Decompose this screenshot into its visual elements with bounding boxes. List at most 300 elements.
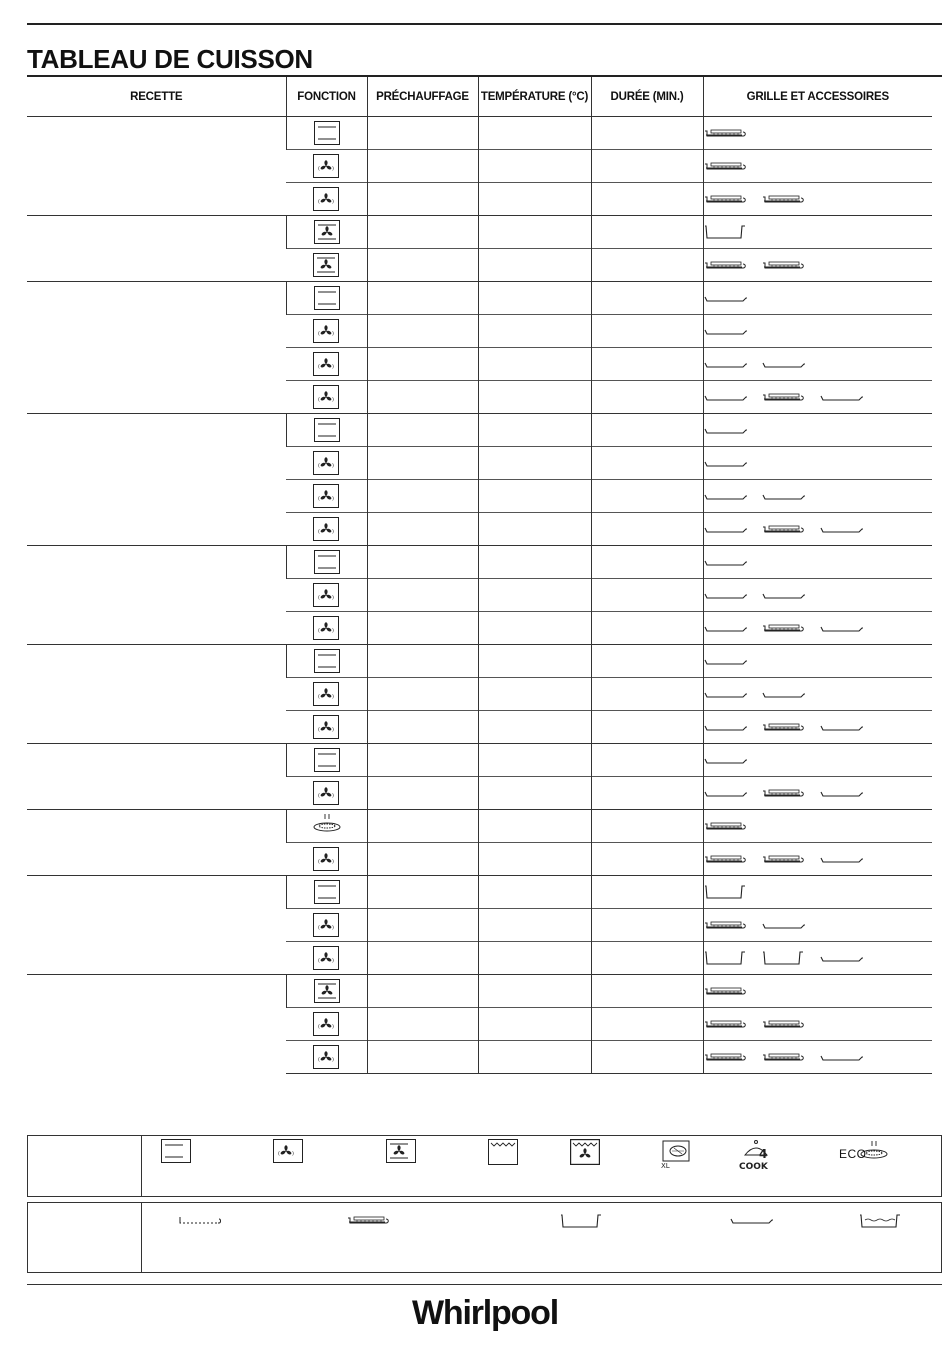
preheat-cell — [367, 282, 478, 315]
forced-air-icon — [273, 1139, 303, 1163]
table-row — [27, 810, 932, 843]
duration-cell — [591, 645, 703, 678]
header-preheat: PRÉCHAUFFAGE — [367, 77, 478, 117]
svg-text:): ) — [332, 1024, 335, 1030]
baking-tray-icon — [820, 391, 864, 403]
preheat-cell — [367, 546, 478, 579]
svg-text:): ) — [332, 364, 335, 370]
temperature-cell — [478, 447, 591, 480]
accessories-cell — [703, 1008, 932, 1041]
svg-text:(: ( — [278, 1151, 280, 1157]
baking-tray-icon — [820, 787, 864, 799]
accessories-cell — [703, 876, 932, 909]
preheat-cell — [367, 183, 478, 216]
svg-text:): ) — [332, 1057, 335, 1063]
recipe-cell — [27, 546, 286, 645]
svg-text:(: ( — [318, 595, 321, 601]
recipe-cell — [27, 645, 286, 744]
preheat-cell — [367, 348, 478, 381]
function-cell — [286, 711, 367, 744]
duration-cell — [591, 810, 703, 843]
duration-cell — [591, 546, 703, 579]
duration-cell — [591, 942, 703, 975]
function-cell — [286, 216, 367, 249]
svg-text:(: ( — [318, 331, 321, 337]
temperature-cell — [478, 777, 591, 810]
svg-text:COOK: COOK — [739, 1162, 768, 1171]
table-row — [27, 282, 932, 315]
svg-text:): ) — [332, 199, 335, 205]
baking-tray-icon — [704, 622, 748, 634]
table-body — [27, 117, 932, 1074]
accessories-cell — [703, 117, 932, 150]
static-heat-icon — [314, 649, 340, 673]
function-cell — [286, 150, 367, 183]
baking-tray-icon — [820, 952, 864, 964]
baking-tray-icon — [820, 1051, 864, 1063]
temperature-cell — [478, 843, 591, 876]
duration-cell — [591, 315, 703, 348]
svg-text:(: ( — [318, 529, 321, 535]
temperature-cell — [478, 612, 591, 645]
accessories-cell — [703, 942, 932, 975]
accessories-cell — [703, 546, 932, 579]
duration-cell — [591, 249, 703, 282]
accessories-cell — [703, 249, 932, 282]
preheat-cell — [367, 1041, 478, 1074]
function-cell — [286, 612, 367, 645]
temperature-cell — [478, 480, 591, 513]
drip-tray-icon — [762, 950, 806, 966]
header-rack: GRILLE ET ACCESSOIRES — [703, 77, 932, 117]
function-cell — [286, 975, 367, 1008]
baking-pan-icon — [762, 259, 806, 271]
preheat-cell — [367, 777, 478, 810]
temperature-cell — [478, 909, 591, 942]
wire-shelf-icon — [178, 1213, 222, 1231]
temperature-cell — [478, 216, 591, 249]
accessories-cell — [703, 150, 932, 183]
baking-tray-icon — [704, 358, 748, 370]
svg-text:(: ( — [318, 859, 321, 865]
table-row — [27, 876, 932, 909]
preheat-cell — [367, 513, 478, 546]
recipe-cell — [27, 414, 286, 546]
function-cell — [286, 942, 367, 975]
cook4-icon — [739, 1139, 773, 1176]
svg-text:): ) — [332, 925, 335, 931]
svg-text:(: ( — [318, 628, 321, 634]
static-heat-icon — [314, 418, 340, 442]
duration-cell — [591, 381, 703, 414]
turbo-grill-icon — [570, 1139, 600, 1170]
preheat-cell — [367, 414, 478, 447]
page-title: TABLEAU DE CUISSON — [27, 44, 313, 74]
table-row — [27, 414, 932, 447]
accessories-cell — [703, 711, 932, 744]
svg-text:XL: XL — [661, 1162, 670, 1169]
svg-text:): ) — [332, 331, 335, 337]
baking-tray-icon — [704, 424, 748, 436]
baking-pan-icon — [762, 721, 806, 733]
duration-cell — [591, 612, 703, 645]
svg-text:): ) — [332, 166, 335, 172]
table-row — [27, 216, 932, 249]
accessories-cell — [703, 612, 932, 645]
whirlpool-logo: Whirlpool — [412, 1294, 558, 1332]
preheat-cell — [367, 150, 478, 183]
forced-air-icon — [313, 946, 339, 970]
drip-tray-icon — [560, 1213, 604, 1234]
preheat-cell — [367, 249, 478, 282]
accessories-cell — [703, 480, 932, 513]
temperature-cell — [478, 150, 591, 183]
duration-cell — [591, 1041, 703, 1074]
forced-air-icon — [313, 517, 339, 541]
table-row — [27, 744, 932, 777]
baking-pan-icon — [704, 193, 748, 205]
preheat-cell — [367, 1008, 478, 1041]
duration-cell — [591, 282, 703, 315]
temperature-cell — [478, 381, 591, 414]
baking-pan-icon — [704, 985, 748, 997]
forced-air-icon — [313, 583, 339, 607]
duration-cell — [591, 348, 703, 381]
preheat-cell — [367, 876, 478, 909]
function-cell — [286, 645, 367, 678]
baking-tray-icon — [704, 325, 748, 337]
baking-pan-icon — [762, 193, 806, 205]
convection-bake-icon — [314, 979, 340, 1003]
grill-icon — [488, 1139, 518, 1170]
svg-text:(: ( — [318, 727, 321, 733]
preheat-cell — [367, 117, 478, 150]
duration-cell — [591, 447, 703, 480]
temperature-cell — [478, 414, 591, 447]
function-cell — [286, 117, 367, 150]
function-cell — [286, 249, 367, 282]
preheat-cell — [367, 315, 478, 348]
header-duration: DURÉE (MIN.) — [591, 77, 703, 117]
function-cell — [286, 678, 367, 711]
convection-bake-icon — [313, 253, 339, 277]
temperature-cell — [478, 975, 591, 1008]
accessories-cell — [703, 1041, 932, 1074]
temperature-cell — [478, 810, 591, 843]
drip-tray-icon — [704, 224, 748, 240]
duration-cell — [591, 876, 703, 909]
function-cell — [286, 744, 367, 777]
preheat-cell — [367, 909, 478, 942]
accessories-cell — [703, 975, 932, 1008]
preheat-cell — [367, 480, 478, 513]
duration-cell — [591, 975, 703, 1008]
duration-cell — [591, 183, 703, 216]
svg-text:(: ( — [318, 364, 321, 370]
recipe-cell — [27, 810, 286, 876]
preheat-cell — [367, 975, 478, 1008]
function-cell — [286, 183, 367, 216]
forced-air-icon — [313, 781, 339, 805]
svg-text:): ) — [332, 529, 335, 535]
duration-cell — [591, 414, 703, 447]
eco-label: ECO — [839, 1147, 867, 1161]
accessories-cell — [703, 183, 932, 216]
baking-tray-icon — [704, 457, 748, 469]
baking-pan-icon — [704, 820, 748, 832]
baking-tray-icon — [704, 391, 748, 403]
drip-tray-icon — [704, 884, 748, 900]
svg-text:): ) — [332, 628, 335, 634]
temperature-cell — [478, 183, 591, 216]
function-cell — [286, 1008, 367, 1041]
forced-air-icon — [313, 154, 339, 178]
baking-tray-icon — [762, 358, 806, 370]
svg-text:(: ( — [318, 925, 321, 931]
baking-tray-icon — [762, 688, 806, 700]
legend-functions — [27, 1135, 942, 1197]
baking-pan-icon — [347, 1213, 391, 1231]
duration-cell — [591, 1008, 703, 1041]
duration-cell — [591, 117, 703, 150]
baking-pan-icon — [704, 160, 748, 172]
drip-tray-icon — [704, 950, 748, 966]
accessories-cell — [703, 843, 932, 876]
static-heat-icon — [161, 1139, 191, 1163]
duration-cell — [591, 843, 703, 876]
preheat-cell — [367, 843, 478, 876]
duration-cell — [591, 480, 703, 513]
temperature-cell — [478, 1008, 591, 1041]
svg-text:(: ( — [318, 694, 321, 700]
forced-air-icon — [313, 1045, 339, 1069]
baking-pan-icon — [704, 919, 748, 931]
accessories-cell — [703, 579, 932, 612]
forced-air-icon — [313, 715, 339, 739]
table-header-row — [27, 77, 932, 117]
temperature-cell — [478, 513, 591, 546]
preheat-cell — [367, 612, 478, 645]
accessories-cell — [703, 348, 932, 381]
temperature-cell — [478, 348, 591, 381]
forced-air-icon — [313, 484, 339, 508]
recipe-cell — [27, 282, 286, 414]
baking-tray-icon — [820, 721, 864, 733]
recipe-cell — [27, 216, 286, 282]
accessories-cell — [703, 282, 932, 315]
temperature-cell — [478, 315, 591, 348]
function-cell — [286, 414, 367, 447]
baking-pan-icon — [704, 853, 748, 865]
baking-tray-icon — [704, 589, 748, 601]
baking-tray-icon — [820, 853, 864, 865]
function-cell — [286, 315, 367, 348]
svg-text:): ) — [332, 463, 335, 469]
forced-air-icon — [313, 682, 339, 706]
svg-text:(: ( — [318, 397, 321, 403]
table-row — [27, 645, 932, 678]
forced-air-icon — [313, 1012, 339, 1036]
recipe-cell — [27, 876, 286, 975]
header-function: FONCTION — [286, 77, 367, 117]
function-cell — [286, 843, 367, 876]
temperature-cell — [478, 282, 591, 315]
header-recipe: RECETTE — [27, 77, 286, 117]
static-heat-icon — [314, 550, 340, 574]
temperature-cell — [478, 117, 591, 150]
preheat-cell — [367, 216, 478, 249]
svg-text:): ) — [332, 397, 335, 403]
preheat-cell — [367, 744, 478, 777]
forced-air-icon — [313, 913, 339, 937]
accessories-cell — [703, 909, 932, 942]
table-row — [27, 975, 932, 1008]
accessories-cell — [703, 645, 932, 678]
svg-text:): ) — [332, 595, 335, 601]
forced-air-icon — [313, 352, 339, 376]
baking-tray-icon — [704, 721, 748, 733]
svg-text:(: ( — [318, 1057, 321, 1063]
forced-air-icon — [313, 847, 339, 871]
svg-text:(: ( — [318, 496, 321, 502]
duration-cell — [591, 744, 703, 777]
accessories-cell — [703, 678, 932, 711]
function-cell — [286, 1041, 367, 1074]
svg-text:(: ( — [318, 793, 321, 799]
accessories-cell — [703, 810, 932, 843]
duration-cell — [591, 711, 703, 744]
temperature-cell — [478, 546, 591, 579]
accessories-cell — [703, 315, 932, 348]
preheat-cell — [367, 810, 478, 843]
baking-tray-icon — [704, 523, 748, 535]
function-cell — [286, 480, 367, 513]
temperature-cell — [478, 645, 591, 678]
baking-tray-icon — [704, 787, 748, 799]
baking-tray-icon — [704, 655, 748, 667]
duration-cell — [591, 150, 703, 183]
svg-text:): ) — [332, 496, 335, 502]
baking-pan-icon — [762, 1018, 806, 1030]
recipe-cell — [27, 975, 286, 1074]
preheat-cell — [367, 942, 478, 975]
convection-bake-icon — [314, 220, 340, 244]
svg-text:(: ( — [318, 958, 321, 964]
function-cell — [286, 909, 367, 942]
preheat-cell — [367, 711, 478, 744]
temperature-cell — [478, 678, 591, 711]
function-cell — [286, 381, 367, 414]
accessories-cell — [703, 381, 932, 414]
baking-pan-icon — [762, 391, 806, 403]
legend-accessories — [27, 1202, 942, 1273]
duration-cell — [591, 216, 703, 249]
baking-tray-icon — [730, 1213, 774, 1231]
function-cell — [286, 579, 367, 612]
temperature-cell — [478, 942, 591, 975]
function-cell — [286, 282, 367, 315]
accessories-cell — [703, 513, 932, 546]
convection-bake-icon — [386, 1139, 416, 1163]
static-heat-icon — [314, 121, 340, 145]
baking-tray-icon — [820, 523, 864, 535]
preheat-cell — [367, 381, 478, 414]
forced-air-icon — [313, 616, 339, 640]
svg-text:(: ( — [318, 199, 321, 205]
baking-pan-icon — [762, 523, 806, 535]
svg-text:(: ( — [318, 166, 321, 172]
accessories-cell — [703, 216, 932, 249]
accessories-cell — [703, 414, 932, 447]
bottom-rule — [27, 1284, 942, 1285]
temperature-cell — [478, 711, 591, 744]
accessories-cell — [703, 744, 932, 777]
preheat-cell — [367, 447, 478, 480]
accessories-cell — [703, 447, 932, 480]
table-row — [27, 546, 932, 579]
baking-pan-icon — [762, 853, 806, 865]
table-row — [27, 117, 932, 150]
temperature-cell — [478, 1041, 591, 1074]
svg-text:): ) — [332, 727, 335, 733]
svg-text:): ) — [292, 1151, 294, 1157]
static-heat-icon — [314, 880, 340, 904]
duration-cell — [591, 777, 703, 810]
baking-tray-icon — [820, 622, 864, 634]
static-heat-icon — [314, 748, 340, 772]
svg-text:): ) — [332, 793, 335, 799]
baking-pan-icon — [704, 127, 748, 139]
function-cell — [286, 810, 367, 843]
svg-text:): ) — [332, 958, 335, 964]
baking-pan-icon — [762, 1051, 806, 1063]
static-heat-icon — [314, 286, 340, 310]
temperature-cell — [478, 876, 591, 909]
duration-cell — [591, 513, 703, 546]
svg-text:): ) — [332, 859, 335, 865]
function-cell — [286, 777, 367, 810]
temperature-cell — [478, 579, 591, 612]
water-tray-icon — [859, 1213, 903, 1234]
function-cell — [286, 876, 367, 909]
steam-icon — [311, 812, 343, 841]
baking-pan-icon — [762, 787, 806, 799]
baking-pan-icon — [704, 259, 748, 271]
duration-cell — [591, 909, 703, 942]
header-temperature: TEMPÉRATURE (°C) — [478, 77, 591, 117]
duration-cell — [591, 678, 703, 711]
function-cell — [286, 546, 367, 579]
svg-text:(: ( — [318, 463, 321, 469]
svg-text:4: 4 — [759, 1147, 768, 1161]
baking-tray-icon — [762, 589, 806, 601]
legend-functions-label-cell — [28, 1136, 142, 1196]
recipe-cell — [27, 117, 286, 216]
preheat-cell — [367, 678, 478, 711]
baking-tray-icon — [704, 556, 748, 568]
forced-air-icon — [313, 385, 339, 409]
baking-pan-icon — [704, 1051, 748, 1063]
baking-pan-icon — [704, 1018, 748, 1030]
function-cell — [286, 348, 367, 381]
function-cell — [286, 447, 367, 480]
maxi-cooking-icon — [661, 1139, 691, 1174]
svg-text:(: ( — [318, 1024, 321, 1030]
forced-air-icon — [313, 451, 339, 475]
preheat-cell — [367, 645, 478, 678]
baking-tray-icon — [762, 919, 806, 931]
recipe-cell — [27, 744, 286, 810]
